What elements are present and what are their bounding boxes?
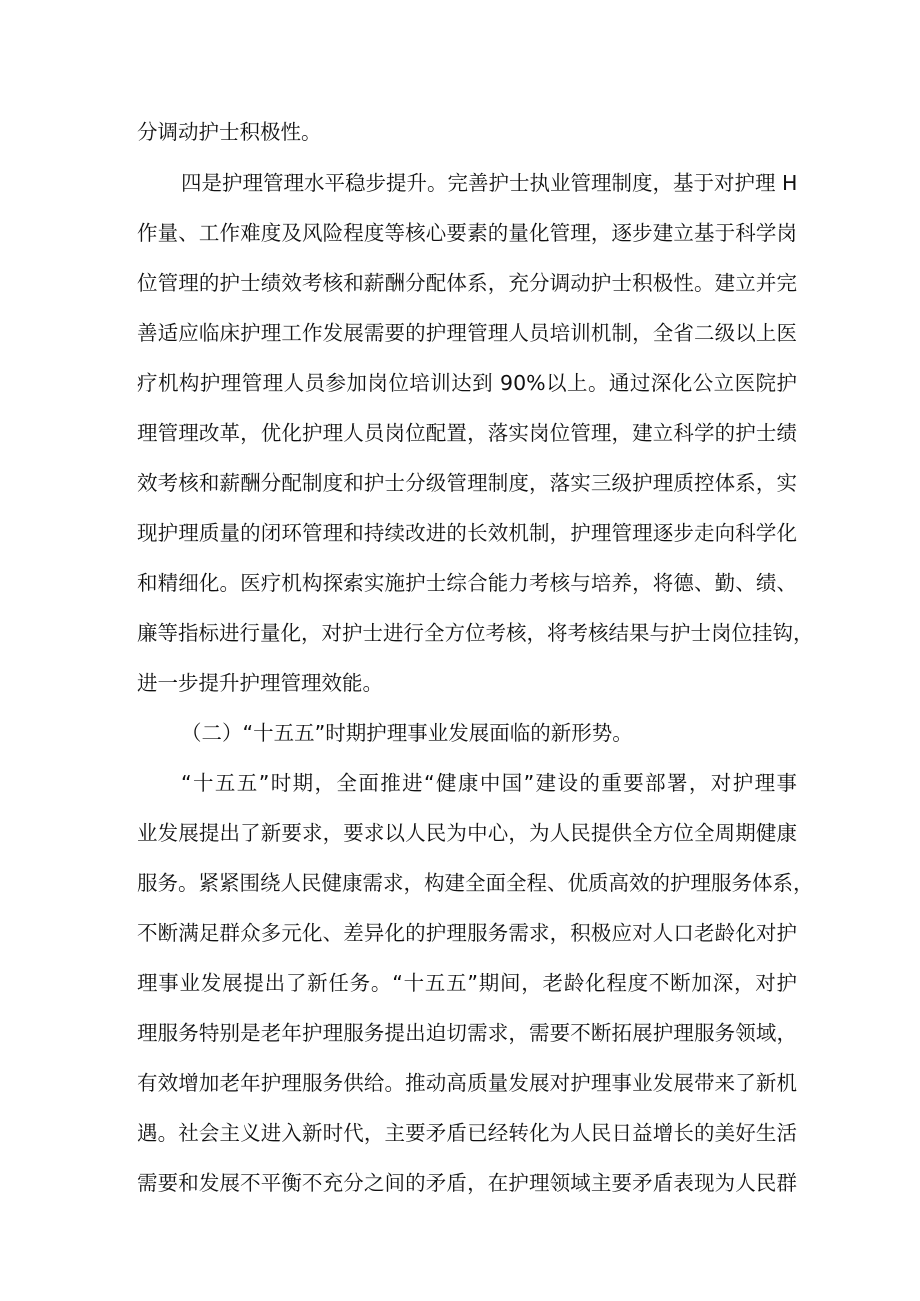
- text-line: 不断满足群众多元化、差异化的护理服务需求，积极应对人口老龄化对护: [137, 921, 797, 945]
- text-line: 理服务特别是老年护理服务提出迫切需求，需要不断拓展护理服务领域，: [137, 1021, 797, 1045]
- text-line: 位管理的护士绩效考核和薪酬分配体系，充分调动护士积极性。建立并完: [137, 271, 797, 295]
- text-line: 业发展提出了新要求，要求以人民为中心，为人民提供全方位全周期健康: [137, 821, 797, 845]
- text-line: 需要和发展不平衡不充分之间的矛盾，在护理领域主要矛盾表现为人民群: [137, 1171, 797, 1195]
- text-line: 现护理质量的闭环管理和持续改进的长效机制，护理管理逐步走向科学化: [137, 521, 797, 545]
- section-heading: （二）“十五五”时期护理事业发展面临的新形势。: [181, 721, 633, 745]
- paragraph-start-line: “十五五”时期，全面推进“健康中国”建设的重要部署，对护理事: [181, 771, 797, 795]
- text-line: 服务。紧紧围绕人民健康需求，构建全面全程、优质高效的护理服务体系，: [137, 871, 814, 895]
- text-line: 作量、工作难度及风险程度等核心要素的量化管理，逐步建立基于科学岗: [137, 221, 797, 245]
- text-line: 善适应临床护理工作发展需要的护理管理人员培训机制，全省二级以上医: [137, 321, 797, 345]
- text-line: 效考核和薪酬分配制度和护士分级管理制度，落实三级护理质控体系，实: [137, 471, 797, 495]
- paragraph-start-line: 四是护理管理水平稳步提升。完善护士执业管理制度，基于对护理 H: [181, 171, 798, 195]
- text-line: 理管理改革，优化护理人员岗位配置，落实岗位管理，建立科学的护士绩: [137, 421, 797, 445]
- text-line: 有效增加老年护理服务供给。推动高质量发展对护理事业发展带来了新机: [137, 1071, 797, 1095]
- text-line: 和精细化。医疗机构探索实施护士综合能力考核与培养，将德、勤、绩、: [137, 571, 797, 595]
- text-line: 廉等指标进行量化，对护士进行全方位考核，将考核结果与护士岗位挂钩，: [137, 621, 814, 645]
- text-line: 理事业发展提出了新任务。“十五五”期间，老龄化程度不断加深，对护: [137, 971, 797, 995]
- text-line: 分调动护士积极性。: [137, 120, 322, 144]
- text-line: 遇。社会主义进入新时代，主要矛盾已经转化为人民日益增长的美好生活: [137, 1121, 797, 1145]
- text-line: 疗机构护理管理人员参加岗位培训达到 90%以上。通过深化公立医院护: [137, 371, 797, 395]
- text-line: 进一步提升护理管理效能。: [137, 671, 383, 695]
